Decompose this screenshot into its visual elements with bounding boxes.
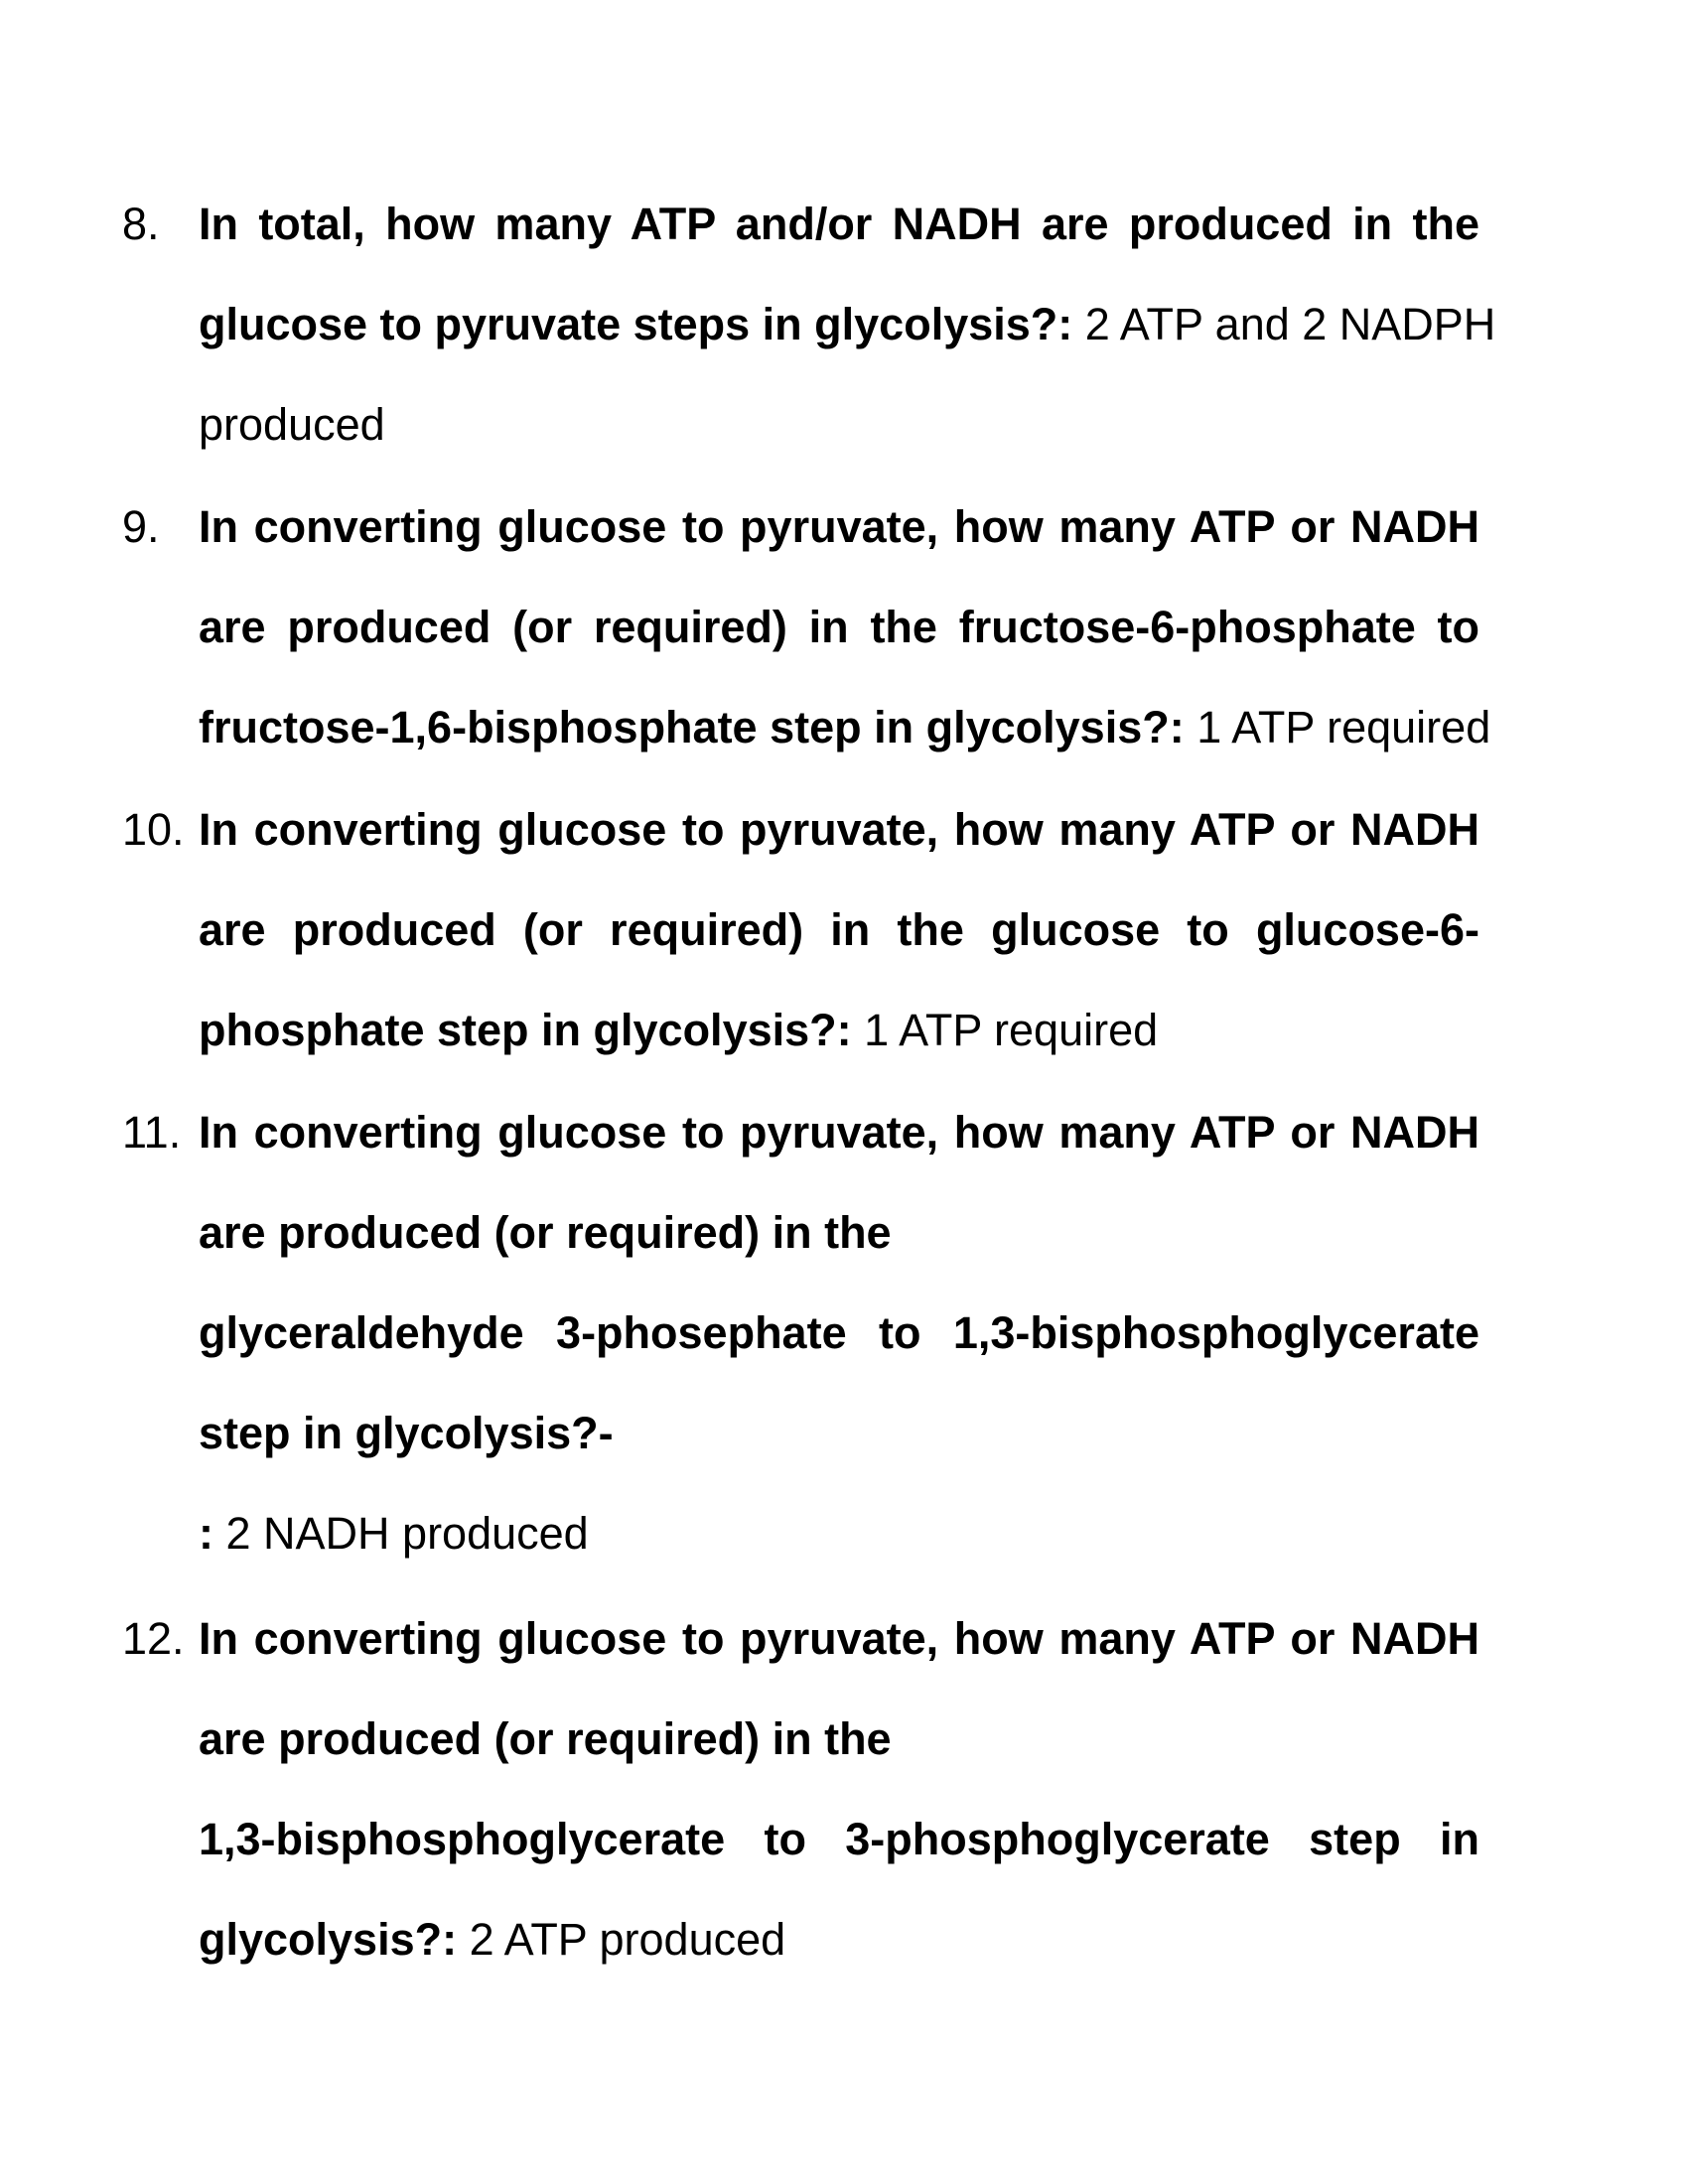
question-text-line: are produced (or required) in the glucose to glucose-6- — [199, 904, 1479, 955]
answer-text: 1 ATP required — [1184, 702, 1491, 752]
question-text-line — [199, 274, 1496, 374]
question-text-tail: phosphate step in glycolysis?: — [199, 1005, 852, 1055]
question-11 — [122, 1082, 1479, 1583]
question-number: 10. — [122, 804, 185, 855]
question-text-line — [199, 980, 1479, 1080]
question-text-line — [199, 677, 1491, 777]
question-text-line: are produced (or required) in the — [199, 1713, 892, 1764]
question-text-line: are produced (or required) in the — [199, 1207, 892, 1258]
question-text-line: glyceraldehyde 3-phosephate to 1,3-bisphosphoglycerate — [199, 1307, 1479, 1358]
question-number: 12. — [122, 1613, 185, 1664]
question-text-line: In converting glucose to pyruvate, how many ATP or NADH — [199, 501, 1479, 552]
question-text-line: In converting glucose to pyruvate, how many ATP or NADH — [199, 1613, 1479, 1664]
answer-text: 2 ATP and 2 NADPH — [1072, 299, 1496, 349]
question-text-line: are produced (or required) in the fructose-6-phosphate to — [199, 602, 1479, 652]
question-text-line: step in glycolysis?- — [199, 1408, 614, 1458]
question-text-line: In converting glucose to pyruvate, how many ATP or NADH — [199, 1107, 1479, 1158]
question-text-tail: fructose-1,6-bisphosphate step in glycolysis?: — [199, 702, 1185, 752]
answer-text: 1 ATP required — [851, 1005, 1159, 1055]
question-text-line: 1,3-bisphosphoglycerate to 3-phosphoglycerate step in — [199, 1814, 1479, 1864]
question-10 — [122, 779, 1479, 1080]
question-text-tail: glycolysis?: — [199, 1914, 458, 1965]
question-text-line: In total, how many ATP and/or NADH are produced in the — [199, 199, 1479, 249]
question-text-tail: : — [199, 1508, 213, 1559]
question-number: 9. — [122, 501, 160, 552]
answer-text: 2 NADH produced — [213, 1508, 589, 1559]
question-text-line — [199, 1889, 1479, 1989]
answer-text: 2 ATP produced — [457, 1914, 786, 1965]
answer-text-continued: produced — [199, 399, 385, 450]
question-text-line: In converting glucose to pyruvate, how many ATP or NADH — [199, 804, 1479, 855]
question-text-tail: glucose to pyruvate steps in glycolysis?: — [199, 299, 1073, 349]
question-number: 11. — [122, 1107, 182, 1158]
question-8 — [122, 174, 1496, 475]
question-text-line — [199, 1483, 1479, 1583]
question-9 — [122, 477, 1491, 777]
question-12 — [122, 1588, 1479, 1989]
question-number: 8. — [122, 199, 160, 249]
